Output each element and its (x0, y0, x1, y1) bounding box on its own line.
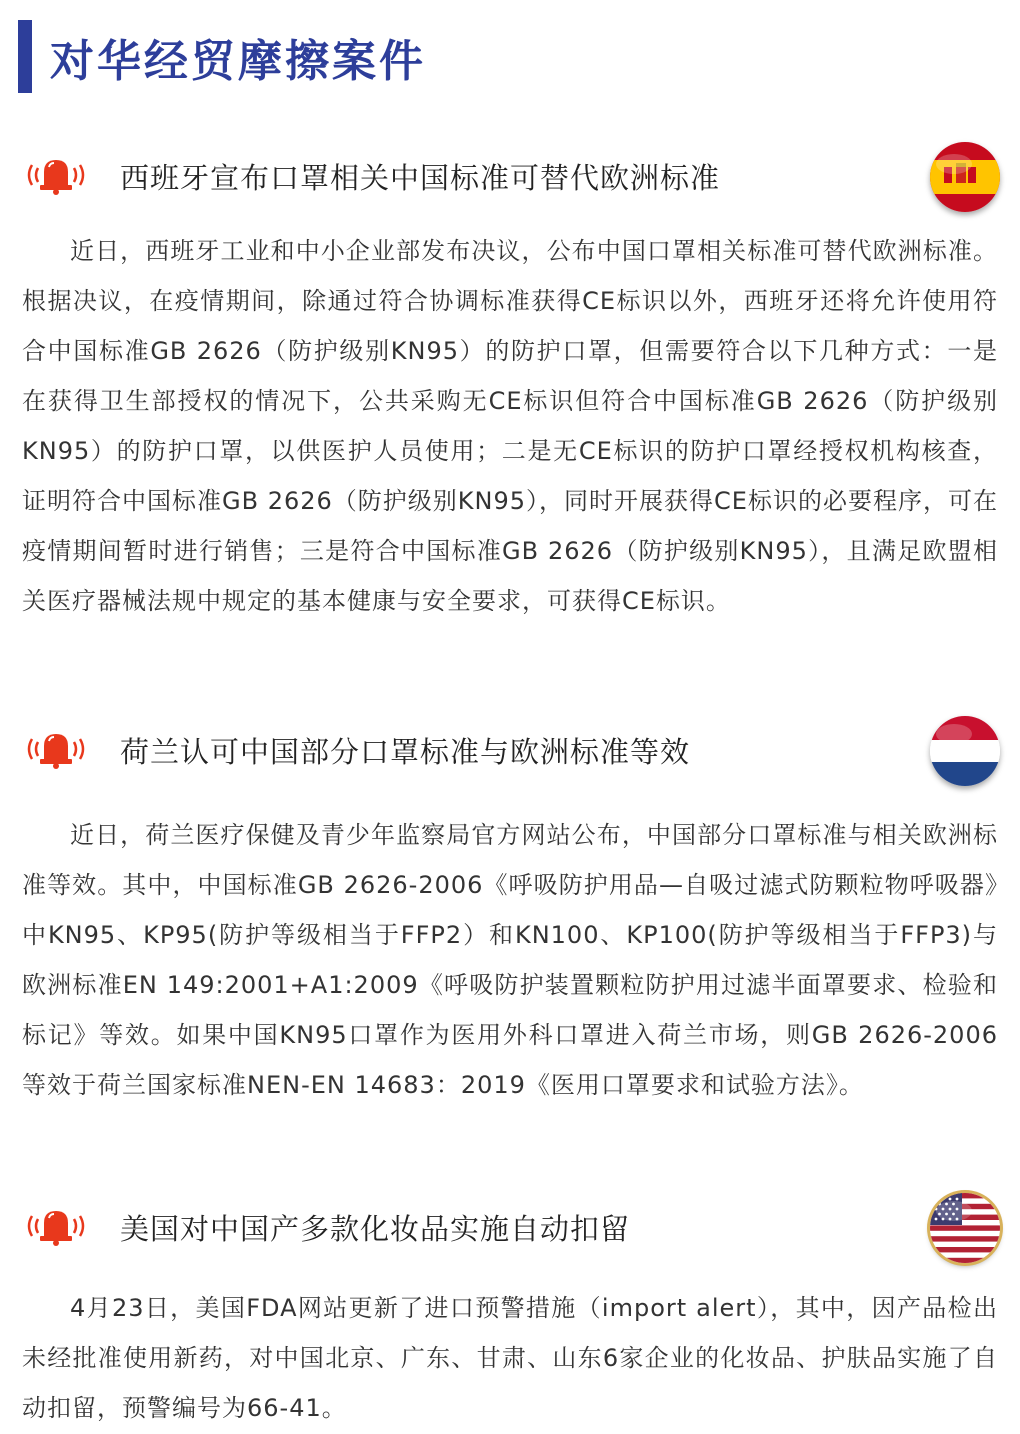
alarm-bell-icon (22, 729, 90, 769)
section-body: 近日，荷兰医疗保健及青少年监察局官方网站公布，中国部分口罩标准与相关欧洲标准等效。其中，中国标准GB 2626-2006《呼吸防护用品—自吸过滤式防颗粒物呼吸器》中KN95、KP95(防护等级相当于FFP2）和KN100、KP100(防护等级相当于FFP3)与欧洲标准EN 149:2001+A1:2009《呼吸防护装置颗粒防护用过滤半面罩要求、检验和标记》等效。如果中国KN95口罩作为医用外科口罩进入荷兰市场，则GB 2626-2006等效于荷兰国家标准NEN-EN 14683：2019《医用口罩要求和试验方法》。 (22, 821, 998, 1099)
page-title: 对华经贸摩擦案件 (50, 35, 426, 87)
section-body: 4月23日，美国FDA网站更新了进口预警措施（import alert），其中，因产品检出未经批准使用新药，对中国北京、广东、甘肃、山东6家企业的化妆品、护肤品实施了自动扣留，预警编号为66-41。 (22, 1294, 998, 1422)
usa-flag-icon (930, 1193, 1000, 1263)
alarm-bell-icon (22, 155, 90, 195)
section-title: 美国对中国产多款化妆品实施自动扣留 (120, 1212, 631, 1246)
section-title: 西班牙宣布口罩相关中国标准可替代欧洲标准 (120, 161, 721, 195)
section-header (22, 142, 1000, 212)
section-header (22, 1193, 1000, 1263)
spain-flag-icon (930, 142, 1000, 212)
section-header (22, 716, 1000, 786)
netherlands-flag-icon (930, 716, 1000, 786)
alarm-bell-icon (22, 1206, 90, 1246)
page-header (18, 20, 426, 93)
header-accent-bar (18, 20, 32, 93)
section-title: 荷兰认可中国部分口罩标准与欧洲标准等效 (120, 735, 691, 769)
section-body: 近日，西班牙工业和中小企业部发布决议，公布中国口罩相关标准可替代欧洲标准。根据决议，在疫情期间，除通过符合协调标准获得CE标识以外，西班牙还将允许使用符合中国标准GB 2626（防护级别KN95）的防护口罩，但需要符合以下几种方式：一是在获得卫生部授权的情况下，公共采购无CE标识但符合中国标准GB 2626（防护级别KN95）的防护口罩，以供医护人员使用；二是无CE标识的防护口罩经授权机构核查，证明符合中国标准GB 2626（防护级别KN95），同时开展获得CE标识的必要程序，可在疫情期间暂时进行销售；三是符合中国标准GB 2626（防护级别KN95），且满足欧盟相关医疗器械法规中规定的基本健康与安全要求，可获得CE标识。 (22, 237, 998, 615)
